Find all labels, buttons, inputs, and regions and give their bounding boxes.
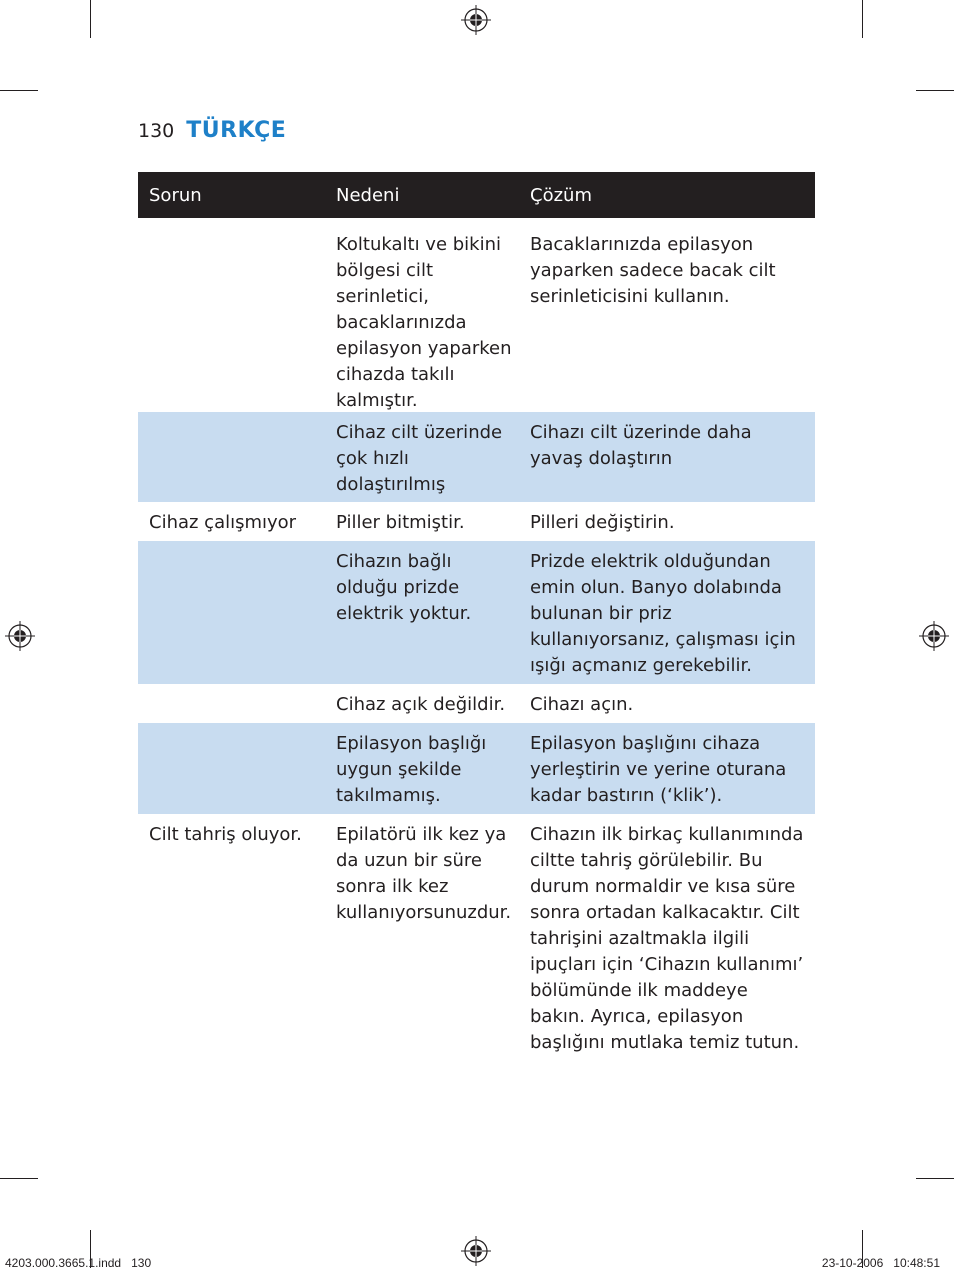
cause-cell: Cihazın bağlı olduğu prizde elektrik yoktur. bbox=[336, 551, 472, 624]
table-row bbox=[138, 502, 815, 541]
problem-cell bbox=[138, 232, 326, 412]
troubleshooting-table bbox=[138, 172, 815, 1064]
solution-cell: Cihazı açın. bbox=[530, 694, 634, 715]
problem-cell bbox=[138, 692, 326, 723]
cause-cell: Koltukaltı ve bikini bölgesi cilt serinletici, bacaklarınızda epilasyon yaparken cihazda takılı kalmıştır. bbox=[336, 234, 512, 411]
page-header bbox=[138, 118, 286, 143]
crop-mark bbox=[0, 1178, 38, 1179]
column-header-solution: Çözüm bbox=[530, 184, 592, 206]
table-header bbox=[138, 172, 815, 218]
page-number: 130 bbox=[138, 120, 175, 142]
table-row bbox=[138, 412, 815, 502]
registration-mark-icon bbox=[461, 1236, 491, 1266]
footer-datetime: 23-10-2006 10:48:51 bbox=[821, 1256, 940, 1270]
table-row bbox=[138, 723, 815, 814]
cause-cell: Piller bitmiştir. bbox=[336, 512, 465, 533]
crop-mark bbox=[916, 90, 954, 91]
cause-cell: Cihaz cilt üzerinde çok hızlı dolaştırılmış bbox=[336, 422, 503, 495]
column-header-problem: Sorun bbox=[149, 184, 202, 206]
cause-cell: Epilasyon başlığı uygun şekilde takılmamış. bbox=[336, 733, 487, 806]
problem-cell: Cilt tahriş oluyor. bbox=[149, 824, 302, 845]
table-row bbox=[138, 541, 815, 684]
table-row bbox=[138, 218, 815, 412]
problem-cell bbox=[138, 731, 326, 814]
table-row bbox=[138, 684, 815, 723]
registration-mark-icon bbox=[5, 621, 35, 651]
solution-cell: Cihazın ilk birkaç kullanımında ciltte tahriş görülebilir. Bu durum normaldir ve kısa süre sonra ortadan kalkacaktır. Cilt tahrişini azaltmakla ilgili ipuçları için ‘Cihazın kullanımı’ bölümünde ilk maddeye bakın. Ayrıca, epilasyon başlığını mutlaka temiz tutun. bbox=[530, 824, 804, 1053]
registration-mark-icon bbox=[461, 5, 491, 35]
problem-cell: Cihaz çalışmıyor bbox=[149, 512, 297, 533]
crop-mark bbox=[916, 1178, 954, 1179]
table-row bbox=[138, 814, 815, 1064]
cause-cell: Cihaz açık değildir. bbox=[336, 694, 506, 715]
crop-mark bbox=[0, 90, 38, 91]
footer-file-info: 4203.000.3665.1.indd 130 bbox=[5, 1256, 152, 1270]
solution-cell: Pilleri değiştirin. bbox=[530, 512, 675, 533]
problem-cell bbox=[138, 549, 326, 684]
solution-cell: Prizde elektrik olduğundan emin olun. Banyo dolabında bulunan bir priz kullanıyorsanız, çalışması için ışığı açmanız gerekebilir. bbox=[530, 551, 796, 676]
column-header-cause: Nedeni bbox=[336, 184, 400, 206]
cause-cell: Epilatörü ilk kez ya da uzun bir süre sonra ilk kez kullanıyorsunuzdur. bbox=[336, 824, 512, 923]
problem-cell bbox=[138, 420, 326, 502]
solution-cell: Epilasyon başlığını cihaza yerleştirin ve yerine oturana kadar bastırın (‘klik’). bbox=[530, 733, 787, 806]
solution-cell: Bacaklarınızda epilasyon yaparken sadece bacak cilt serinleticisini kullanın. bbox=[530, 234, 776, 307]
registration-mark-icon bbox=[919, 621, 949, 651]
crop-mark bbox=[862, 0, 863, 38]
section-title: TÜRKÇE bbox=[186, 118, 287, 143]
crop-mark bbox=[90, 0, 91, 38]
solution-cell: Cihazı cilt üzerinde daha yavaş dolaştırın bbox=[530, 422, 752, 469]
